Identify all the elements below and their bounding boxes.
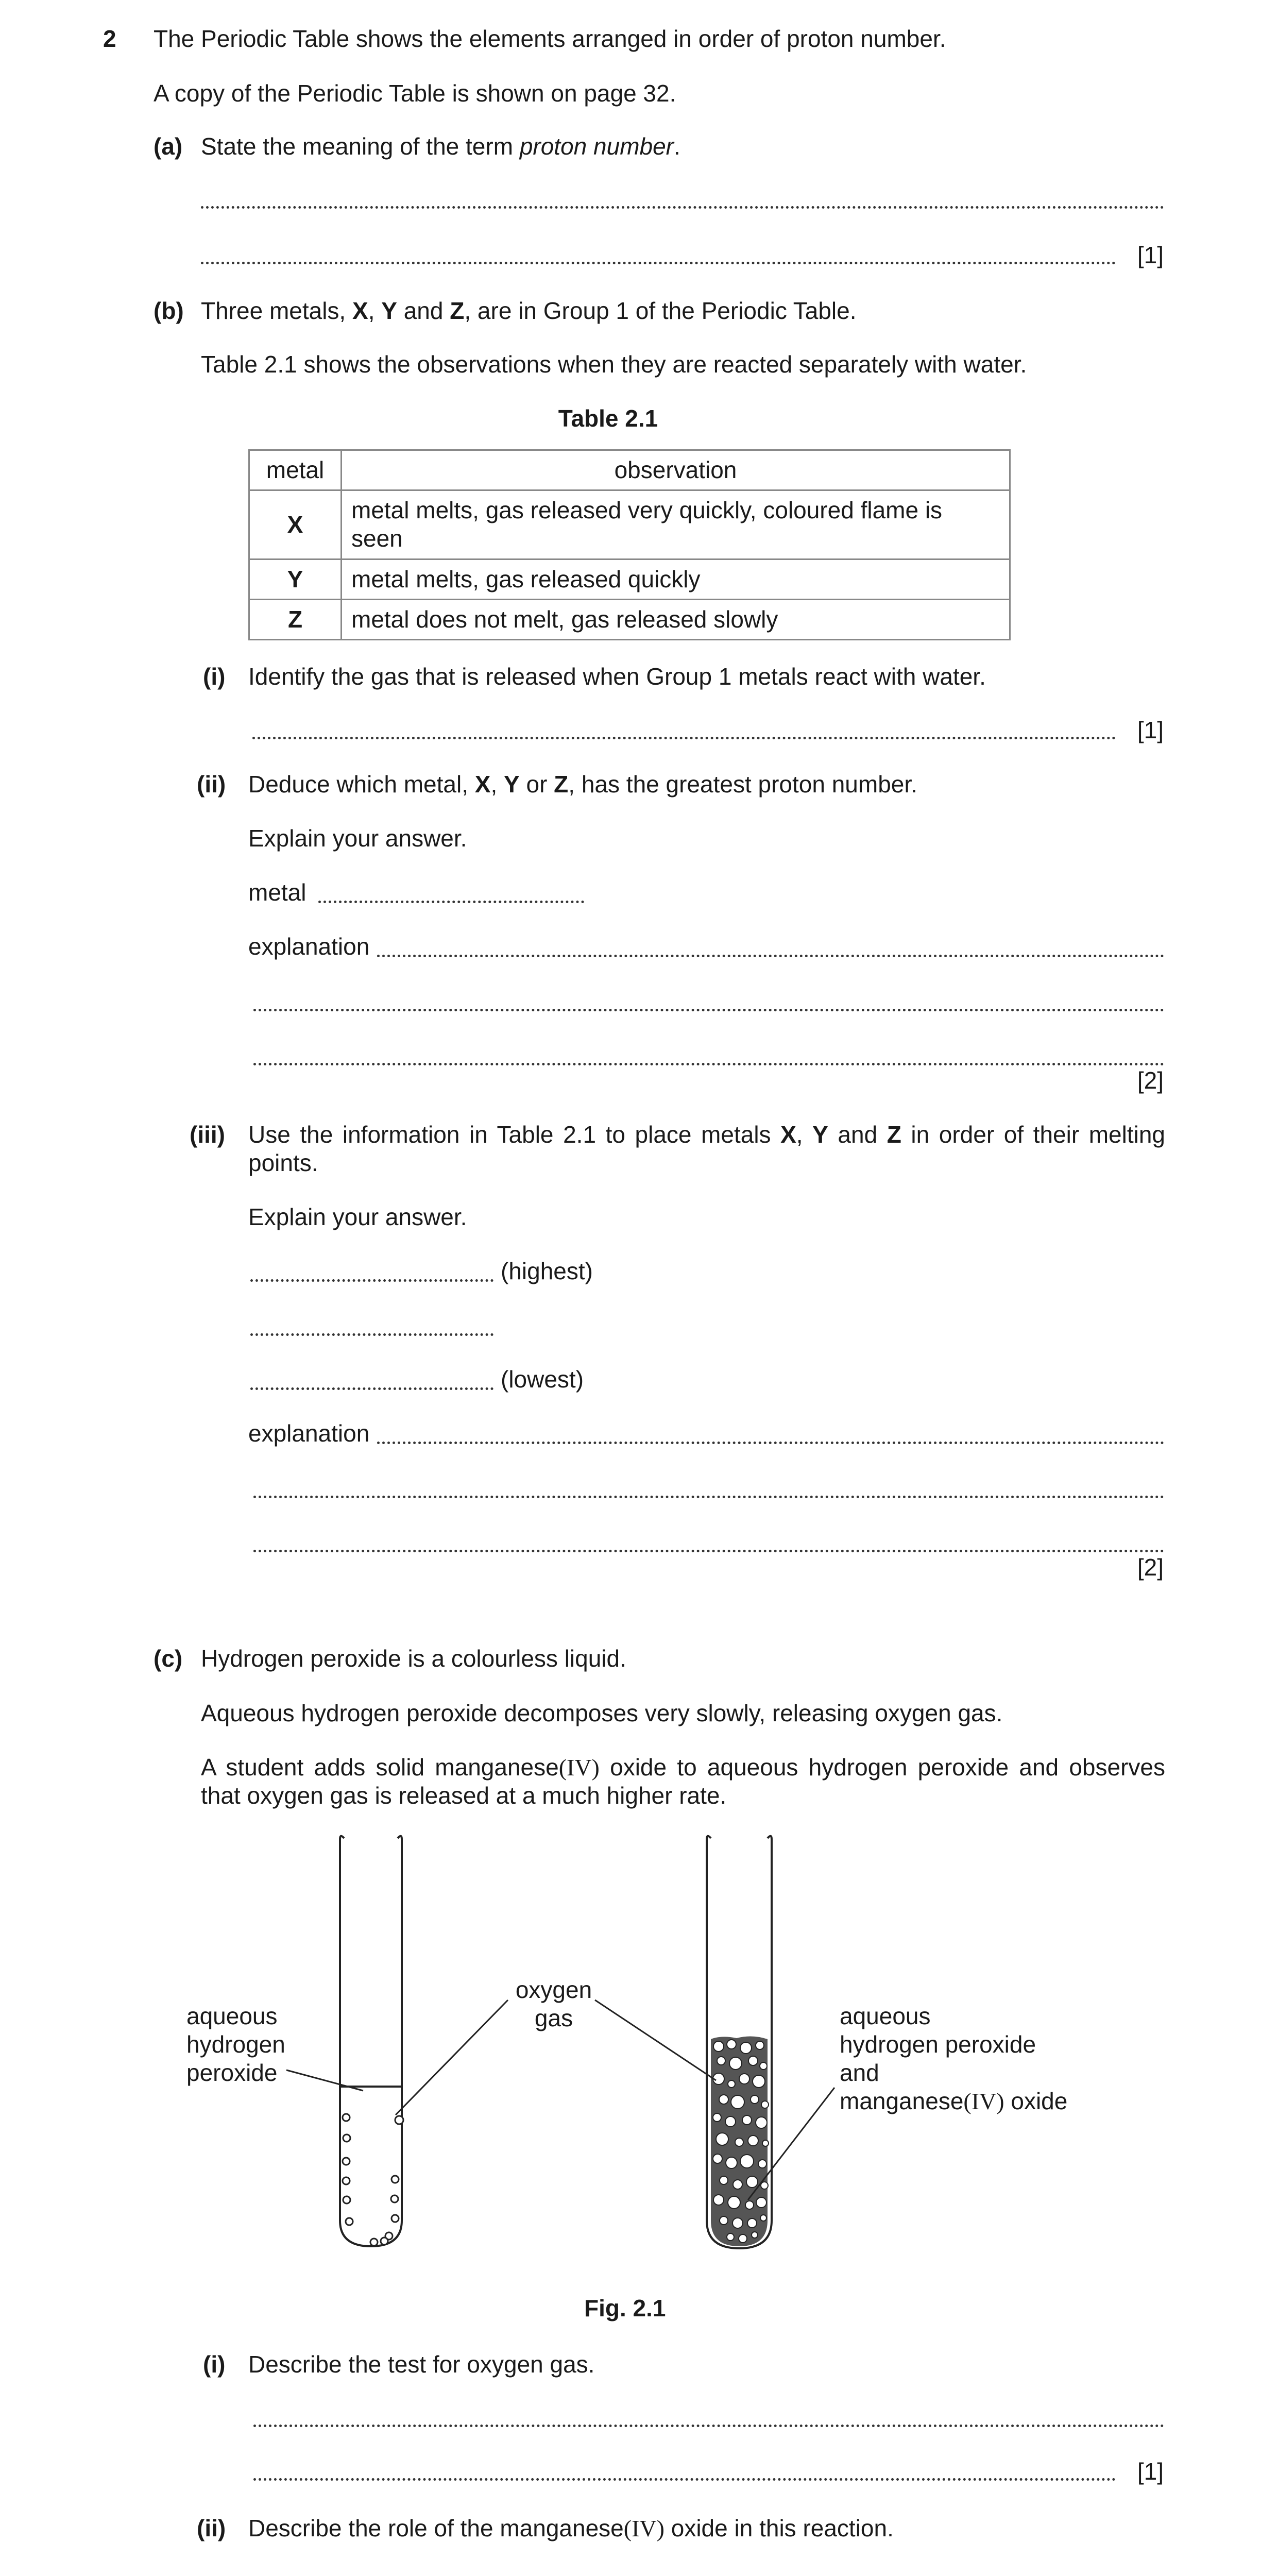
part-c-label: (c) (154, 1645, 183, 1672)
metal-label: metal (248, 879, 306, 906)
table-cell-metal: Y (249, 559, 342, 599)
mark-c-i: [1] (1137, 2458, 1164, 2485)
explanation-label: explanation (248, 933, 370, 960)
figure-caption: Fig. 2.1 (584, 2295, 666, 2321)
question-number: 2 (103, 25, 116, 52)
part-a-question: State the meaning of the term proton number. (201, 133, 680, 160)
part-c-intro-2: Aqueous hydrogen peroxide decomposes very slowly, releasing oxygen gas. (201, 1700, 1003, 1726)
answer-line-c-i-1[interactable] (253, 2425, 1164, 2427)
periodic-table-reference: A copy of the Periodic Table is shown on page 32. (154, 80, 676, 107)
table-caption: Table 2.1 (558, 405, 658, 432)
highest-label: (highest) (501, 1258, 593, 1284)
mark-b-iii: [2] (1137, 1554, 1164, 1581)
part-b-iii-question: Use the information in Table 2.1 to place metals X, Y and Z in order of their melting points. (248, 1121, 1166, 1176)
part-a-label: (a) (154, 133, 183, 160)
explanation-label-iii: explanation (248, 1420, 370, 1447)
table-header-observation: observation (342, 450, 1010, 490)
part-b-iii-explain: Explain your answer. (248, 1204, 467, 1230)
part-b-intro: Three metals, X, Y and Z, are in Group 1 of the Periodic Table. (201, 297, 857, 324)
table-cell-metal: Z (249, 599, 342, 639)
mark-b-ii: [2] (1137, 1067, 1164, 1094)
part-b-label: (b) (154, 297, 184, 324)
part-b-ii-explain: Explain your answer. (248, 825, 467, 852)
part-b-ii-question: Deduce which metal, X, Y or Z, has the greatest proton number. (248, 771, 917, 798)
table-cell-observation: metal melts, gas released quickly (342, 559, 1010, 599)
part-b-ii-label: (ii) (197, 771, 226, 798)
part-c-i-question: Describe the test for oxygen gas. (248, 2351, 595, 2378)
mark-b-i: [1] (1137, 717, 1164, 743)
part-c-i-label: (i) (203, 2351, 226, 2378)
table-cell-observation: metal melts, gas released very quickly, coloured flame is seen (342, 490, 1010, 559)
lowest-label: (lowest) (501, 1366, 584, 1393)
answer-line-c-i-2[interactable] (253, 2478, 1116, 2481)
left-bubbles (343, 2114, 403, 2246)
table-header-metal: metal (249, 450, 342, 490)
label-aqueous-hydrogen-peroxide: aqueous hydrogen peroxide (186, 2003, 285, 2086)
part-b-iii-label: (iii) (190, 1121, 225, 1148)
part-c-intro-1: Hydrogen peroxide is a colourless liquid. (201, 1645, 626, 1672)
part-c-ii-question: Describe the role of the manganese(IV) oxide in this reaction. (248, 2515, 894, 2541)
part-b-table-intro: Table 2.1 shows the observations when they are reacted separately with water. (201, 351, 1027, 378)
term-proton-number: proton number (519, 133, 674, 160)
left-test-tube (340, 1836, 402, 2246)
part-c-ii-label: (ii) (197, 2515, 226, 2541)
part-b-i-question: Identify the gas that is released when Group 1 metals react with water. (248, 663, 986, 690)
label-oxygen-gas: oxygen gas (515, 1976, 592, 2031)
label-peroxide-and-manganese-oxide: aqueous hydrogen peroxide and manganese(IV) oxide (840, 2003, 1068, 2114)
part-c-intro-3: A student adds solid manganese(IV) oxide to aqueous hydrogen peroxide and observes that oxygen gas is released at a much higher rate. (201, 1754, 1165, 1809)
table-cell-observation: metal does not melt, gas released slowly (342, 599, 1010, 639)
table-cell-metal: X (249, 490, 342, 559)
part-b-i-label: (i) (203, 663, 226, 690)
mark-a: [1] (1137, 242, 1164, 268)
question-intro: The Periodic Table shows the elements arranged in order of proton number. (154, 25, 946, 52)
